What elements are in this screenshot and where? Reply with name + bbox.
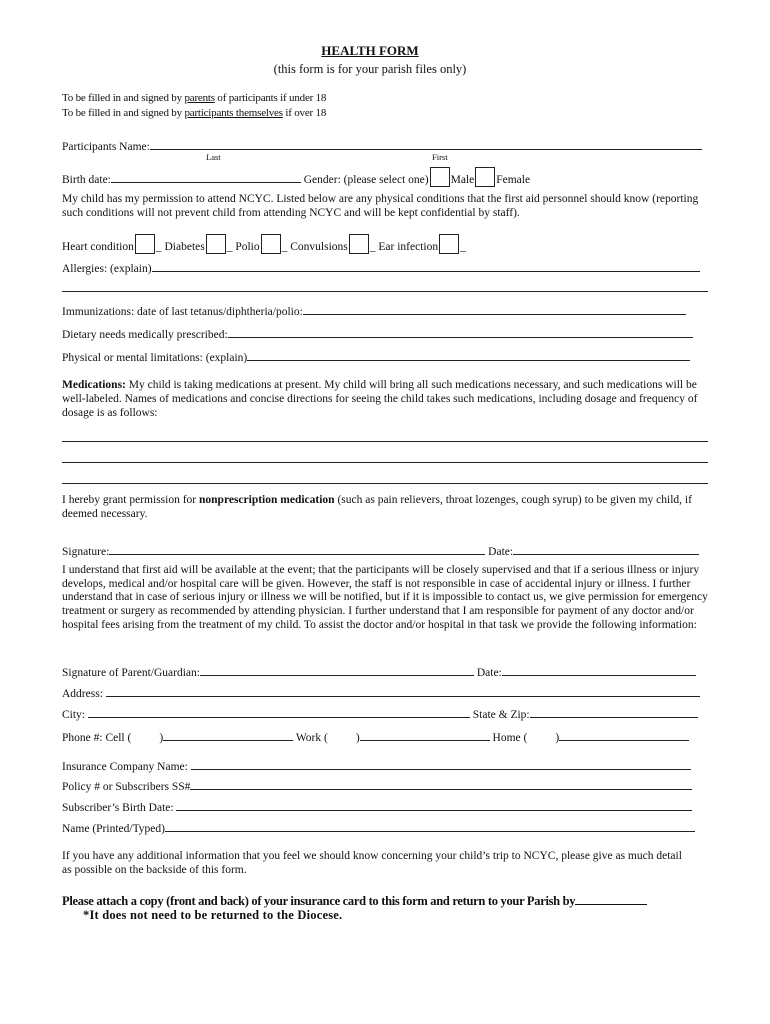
last-name-caption: Last bbox=[206, 152, 221, 162]
heart-condition-checkbox[interactable] bbox=[135, 234, 155, 254]
attach-instruction-row bbox=[62, 892, 647, 909]
instruction-text: To be filled in and signed by bbox=[62, 92, 185, 104]
limitations-row bbox=[62, 348, 690, 364]
birth-date-label: Birth date: bbox=[62, 174, 111, 186]
policy-label: Policy # or Subscribers SS# bbox=[62, 781, 191, 793]
printed-name-row bbox=[62, 819, 695, 835]
participant-name-row bbox=[62, 137, 702, 153]
instruction-text: To be filled in and signed by bbox=[62, 107, 185, 119]
cell-phone-label: Phone #: Cell ( bbox=[62, 732, 132, 744]
medications-line-2[interactable] bbox=[62, 462, 708, 463]
limitations-field[interactable] bbox=[247, 348, 690, 361]
allergies-extra-line[interactable] bbox=[62, 291, 708, 292]
work-phone-field[interactable] bbox=[360, 728, 490, 741]
policy-field[interactable] bbox=[190, 777, 692, 790]
state-zip-label: State & Zip: bbox=[472, 709, 530, 721]
subscriber-birth-field[interactable] bbox=[176, 798, 692, 811]
gender-label: Gender: (please select one) bbox=[303, 174, 429, 186]
medications-paragraph bbox=[62, 378, 712, 420]
heart-condition-label: Heart condition bbox=[62, 241, 134, 253]
guardian-date-label: Date: bbox=[476, 667, 502, 679]
conditions-row: Heart condition _ Diabetes _ Polio _ Convulsions _ Ear infection _ bbox=[62, 234, 466, 254]
signature-field[interactable] bbox=[109, 542, 485, 555]
birth-gender-row bbox=[62, 167, 530, 187]
permission-text: My child has my permission to attend NCYC. Listed below are any physical conditions that the first aid personnel should know (reporting such conditions will not prevent child from attending NCYC and will be kept confidential by staff). bbox=[62, 193, 699, 219]
phone-row bbox=[62, 728, 689, 744]
ear-infection-label: Ear infection bbox=[378, 241, 439, 253]
first-name-caption: First bbox=[432, 152, 448, 162]
home-phone-label: Home ( bbox=[492, 732, 528, 744]
allergies-row bbox=[62, 259, 700, 275]
male-checkbox[interactable] bbox=[430, 167, 450, 187]
instruction-text: of participants if under 18 bbox=[214, 92, 327, 104]
city-row bbox=[62, 705, 698, 721]
immunizations-row bbox=[62, 302, 686, 318]
diocese-note: *It does not need to be returned to the Diocese. bbox=[83, 908, 343, 922]
paren: ) bbox=[159, 732, 164, 744]
allergies-label: Allergies: (explain) bbox=[62, 263, 152, 275]
signature-label: Signature: bbox=[62, 546, 110, 558]
birth-date-field[interactable] bbox=[111, 170, 301, 183]
instruction-emphasis: participants themselves bbox=[184, 107, 283, 119]
polio-label: Polio bbox=[235, 241, 260, 253]
form-title: HEALTH FORM bbox=[321, 43, 419, 58]
female-label: Female bbox=[496, 174, 531, 186]
consent-paragraph: I understand that first aid will be available at the event; that the participants will be closely supervised and that if a serious illness or injury develops, medical and/or hospital care will be given. However, the staff is not responsible in case of accidental injury or illness. I further understand that in case of serious injury or illness we will be notified, but if it is impossible to contact us, we give permission for emergency treatment or surgery as recommended by attending physician. I further understand that I am responsible for payment of any doctor and/or hospital fees arising from the treatment of my child. To assist the doctor and/or hospital in that task we provide the following information: bbox=[62, 564, 708, 631]
dietary-label: Dietary needs medically prescribed: bbox=[62, 329, 228, 341]
signature-date-label: Date: bbox=[488, 546, 514, 558]
paren: ) bbox=[355, 732, 360, 744]
participant-name-field[interactable] bbox=[150, 137, 702, 150]
address-row bbox=[62, 684, 700, 700]
nonprescription-text: (such as pain relievers, throat lozenges, cough syrup) to be given my child, if deemed necessary. bbox=[62, 494, 692, 520]
additional-info-text: If you have any additional information that you feel we should know concerning your child’s trip to NCYC, please give as much detail as possible on the backside of this form. bbox=[62, 850, 682, 876]
participant-name-label: Participants Name: bbox=[62, 141, 150, 153]
female-checkbox[interactable] bbox=[475, 167, 495, 187]
printed-name-label: Name (Printed/Typed) bbox=[62, 823, 165, 835]
address-field[interactable] bbox=[106, 684, 700, 697]
guardian-signature-row bbox=[62, 663, 696, 679]
signature-date-field[interactable] bbox=[513, 542, 699, 555]
city-label: City: bbox=[62, 709, 86, 721]
medications-line-1[interactable] bbox=[62, 441, 708, 442]
allergies-field[interactable] bbox=[152, 259, 700, 272]
nonprescription-text: I hereby grant permission for bbox=[62, 494, 200, 506]
nonprescription-emphasis: nonprescription medication bbox=[199, 494, 335, 506]
guardian-signature-label: Signature of Parent/Guardian: bbox=[62, 667, 200, 679]
dietary-field[interactable] bbox=[228, 325, 693, 338]
state-zip-field[interactable] bbox=[530, 705, 698, 718]
convulsions-label: Convulsions bbox=[290, 241, 348, 253]
ear-infection-checkbox[interactable] bbox=[439, 234, 459, 254]
diabetes-checkbox[interactable] bbox=[206, 234, 226, 254]
policy-row bbox=[62, 777, 692, 793]
nonprescription-paragraph bbox=[62, 493, 712, 521]
dietary-row bbox=[62, 325, 693, 341]
return-date-field[interactable] bbox=[575, 892, 647, 905]
insurance-company-label: Insurance Company Name: bbox=[62, 761, 188, 773]
polio-checkbox[interactable] bbox=[261, 234, 281, 254]
instruction-parents bbox=[62, 92, 326, 104]
cell-phone-field[interactable] bbox=[163, 728, 293, 741]
home-phone-field[interactable] bbox=[559, 728, 689, 741]
insurance-company-row bbox=[62, 757, 691, 773]
insurance-company-field[interactable] bbox=[191, 757, 691, 770]
instruction-text: if over 18 bbox=[282, 107, 327, 119]
address-label: Address: bbox=[62, 688, 103, 700]
male-label: Male bbox=[450, 174, 475, 186]
convulsions-checkbox[interactable] bbox=[349, 234, 369, 254]
medications-line-3[interactable] bbox=[62, 483, 708, 484]
immunizations-label: Immunizations: date of last tetanus/diphtheria/polio: bbox=[62, 306, 303, 318]
medications-label: Medications: bbox=[62, 379, 126, 391]
guardian-signature-field[interactable] bbox=[200, 663, 474, 676]
signature-row bbox=[62, 542, 699, 558]
limitations-label: Physical or mental limitations: (explain) bbox=[62, 352, 248, 364]
immunizations-field[interactable] bbox=[303, 302, 686, 315]
subscriber-birth-row bbox=[62, 798, 692, 814]
subscriber-birth-label: Subscriber’s Birth Date: bbox=[62, 802, 174, 814]
form-subtitle: (this form is for your parish files only) bbox=[273, 62, 467, 76]
printed-name-field[interactable] bbox=[165, 819, 695, 832]
city-field[interactable] bbox=[88, 705, 470, 718]
work-phone-label: Work ( bbox=[295, 732, 328, 744]
diabetes-label: Diabetes bbox=[164, 241, 205, 253]
paren: ) bbox=[555, 732, 560, 744]
instruction-participants bbox=[62, 107, 326, 119]
instruction-emphasis: parents bbox=[184, 92, 215, 104]
attach-instruction-text: Please attach a copy (front and back) of your insurance card to this form and return to your Parish by bbox=[62, 894, 576, 908]
medications-text: My child is taking medications at present. My child will bring all such medications necessary, and such medications will be well-labeled. Names of medications and concise directions for seeing the child takes such medications, including dosage and frequency of dosage is as follows: bbox=[62, 379, 698, 419]
guardian-date-field[interactable] bbox=[502, 663, 696, 676]
